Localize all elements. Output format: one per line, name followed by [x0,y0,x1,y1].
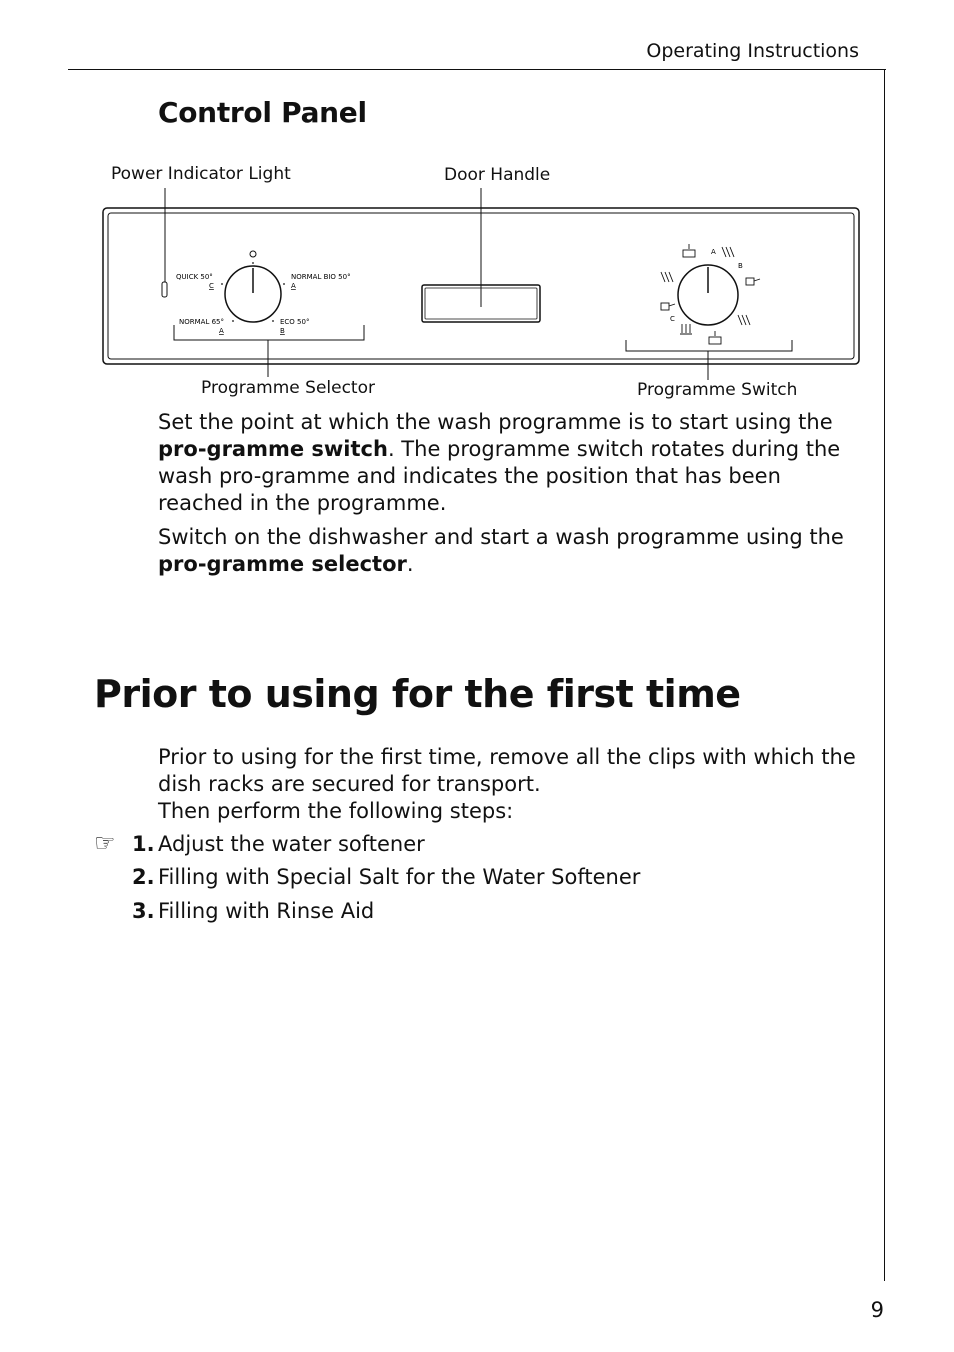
step-item: 2. Filling with Special Salt for the Water Softener [132,865,641,889]
svg-text:C: C [209,282,214,290]
control-panel-heading: Control Panel [158,96,367,129]
switch-letter: C [670,315,675,323]
step-item: 1. Adjust the water softener [132,832,425,856]
pointing-hand-icon: ☞ [94,829,116,857]
step-item: 3. Filling with Rinse Aid [132,899,375,923]
callout-door-handle: Door Handle [444,165,551,185]
first-use-heading: Prior to using for the first time [94,672,741,716]
power-indicator-light [162,282,167,297]
header-title: Operating Instructions [646,40,859,62]
first-use-intro-2: Then perform the following steps: [158,799,514,823]
selector-option-label: NORMAL BIO 50° [291,273,351,281]
selector-off-symbol [250,251,256,257]
svg-text:B: B [280,327,285,335]
control-panel-paragraph-2: Switch on the dishwasher and start a wash programme using the pro-gramme selector. [158,525,844,576]
selector-option-label: QUICK 50° [176,273,213,281]
callout-programme-switch: Programme Switch [637,380,798,400]
selector-option-label: ECO 50° [280,318,310,326]
switch-letter: A [711,248,716,256]
page-number: 9 [870,1298,884,1322]
svg-text:A: A [219,327,224,335]
control-panel-diagram [0,0,954,420]
svg-text:A: A [291,282,296,290]
switch-program-symbols [661,244,760,344]
control-panel-paragraph-1: Set the point at which the wash programme is to start using the pro-gramme switch. The programme switch rotates during the wash pro-gramme and indicates the position that has been reached in the programme. [158,410,841,515]
switch-letter: B [738,262,743,270]
first-use-intro: Prior to using for the first time, remove all the clips with which the dish racks are secured for transport. [158,745,856,796]
callout-power-indicator: Power Indicator Light [111,164,291,184]
selector-option-label: NORMAL 65° [179,318,224,326]
callout-programme-selector: Programme Selector [201,378,375,398]
